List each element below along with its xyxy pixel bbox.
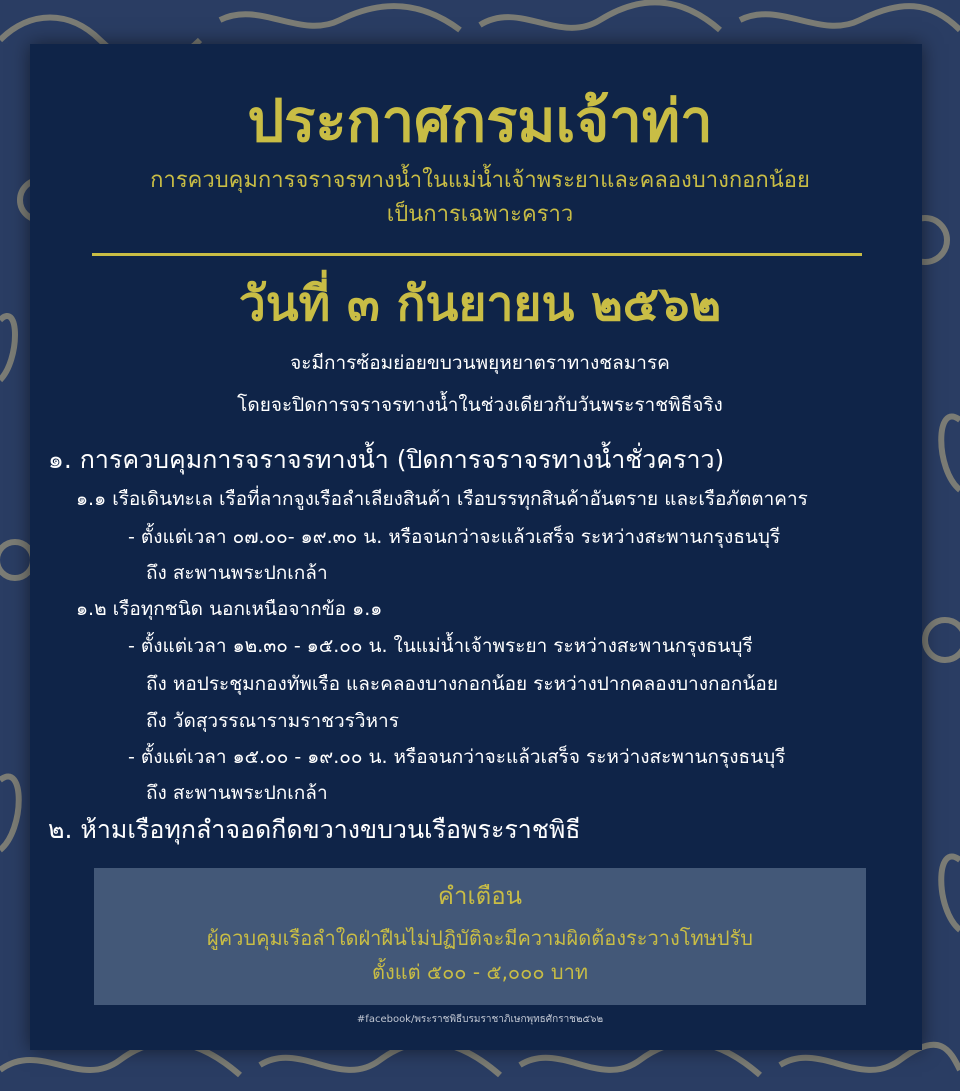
warning-line-1: ผู้ควบคุมเรือลำใดฝ่าฝืนไม่ปฏิบัติจะมีความผิดต้องระวางโทษปรับ xyxy=(207,926,753,950)
warning-line-2: ตั้งแต่ ๕๐๐ - ๕,๐๐๐ บาท xyxy=(371,960,589,984)
item-1-1-detail-a: - ตั้งแต่เวลา ๐๗.๐๐- ๑๙.๓๐ น. หรือจนกว่าจะแล้วเสร็จ ระหว่างสะพานกรุงธนบุรี xyxy=(128,526,781,548)
warning-title: คำเตือน xyxy=(437,882,523,910)
title-divider xyxy=(92,253,862,256)
subtitle-line-2: เป็นการเฉพาะคราว xyxy=(386,202,574,227)
footer-hashtag: #facebook/พระราชพิธีบรมราชาภิเษกพุทธศักราช๒๕๖๒ xyxy=(356,1014,604,1025)
item-1-2: ๑.๒ เรือทุกชนิด นอกเหนือจากข้อ ๑.๑ xyxy=(76,598,383,620)
item-1-2-detail1-a: - ตั้งแต่เวลา ๑๒.๓๐ - ๑๕.๐๐ น. ในแม่น้ำเจ้าพระยา ระหว่างสะพานกรุงธนบุรี xyxy=(128,635,753,657)
section-2-heading: ๒. ห้ามเรือทุกลำจอดกีดขวางขบวนเรือพระราชพิธี xyxy=(48,815,581,844)
item-1-2-detail1-b: ถึง หอประชุมกองทัพเรือ และคลองบางกอกน้อย ระหว่างปากคลองบางกอกน้อย xyxy=(146,673,778,695)
item-1-2-detail2-a: - ตั้งแต่เวลา ๑๕.๐๐ - ๑๙.๐๐ น. หรือจนกว่าจะแล้วเสร็จ ระหว่างสะพานกรุงธนบุรี xyxy=(128,746,786,768)
intro-line-2: โดยจะปิดการจราจรทางน้ำในช่วงเดียวกับวันพระราชพิธีจริง xyxy=(237,394,723,416)
section-1-heading: ๑. การควบคุมการจราจรทางน้ำ (ปิดการจราจรทางน้ำชั่วคราว) xyxy=(48,445,725,474)
announcement-date: วันที่ ๓ กันยายน ๒๕๖๒ xyxy=(238,276,722,332)
subtitle-line-1: การควบคุมการจราจรทางน้ำในแม่น้ำเจ้าพระยาและคลองบางกอกน้อย xyxy=(150,168,810,193)
item-1-1: ๑.๑ เรือเดินทะเล เรือที่ลากจูงเรือลำเลียงสินค้า เรือบรรทุกสินค้าอันตราย และเรือภัตตาคาร xyxy=(76,488,808,510)
intro-line-1: จะมีการซ้อมย่อยขบวนพยุหยาตราทางชลมารค xyxy=(290,352,670,374)
item-1-2-detail1-c: ถึง วัดสุวรรณารามราชวรวิหาร xyxy=(146,710,399,732)
item-1-2-detail2-b: ถึง สะพานพระปกเกล้า xyxy=(146,782,328,804)
item-1-1-detail-b: ถึง สะพานพระปกเกล้า xyxy=(146,562,328,584)
warning-box xyxy=(94,868,866,1005)
page-title: ประกาศกรมเจ้าท่า xyxy=(247,87,713,155)
